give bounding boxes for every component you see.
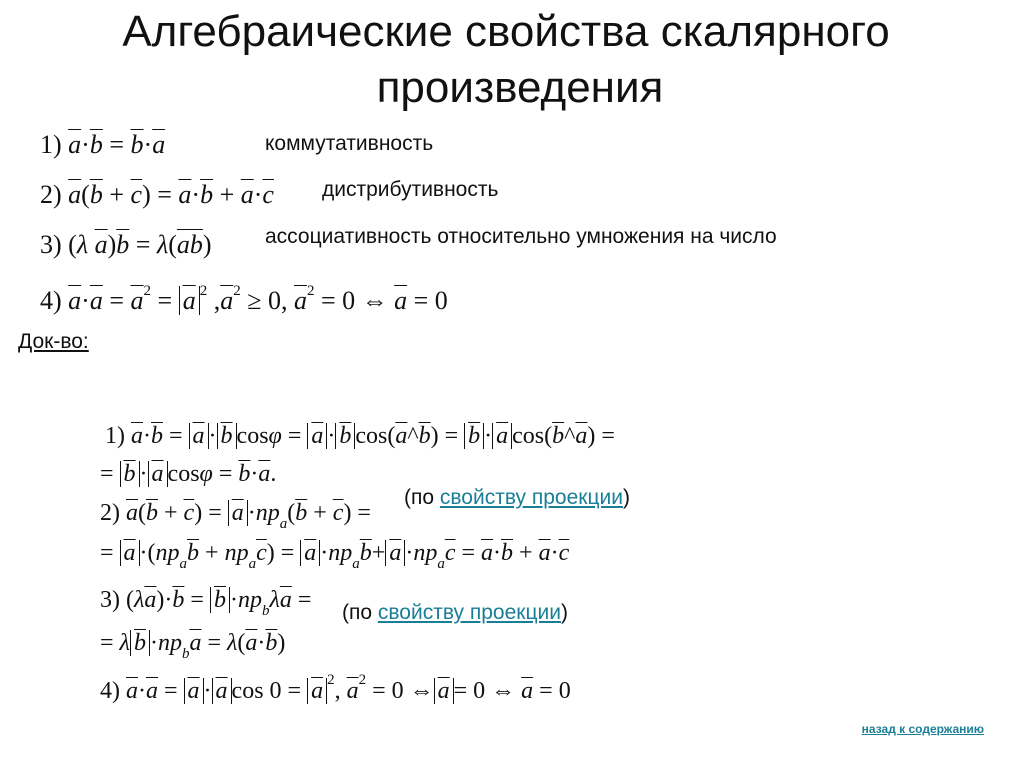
property-4-number: 4) [40, 286, 62, 315]
proof-2-note-suffix: ) [622, 486, 630, 509]
proof-2-note [404, 486, 630, 510]
page-title-line1: Алгебраические свойства скалярного [122, 7, 890, 56]
proof-3-line2: = λ $\overline{b} \cdot np_b\overline{a} = \lambda(\overline{a}\cdot\overline{b})$ [100, 630, 286, 662]
proof-3-number: 3) [100, 587, 120, 613]
proof-3-note-prefix: (по [342, 601, 378, 624]
property-3-formula: 3) (λ $\overline{a})\overline{b} = \lambda(\overline{ab})$ [40, 230, 212, 259]
proof-4-number: 4) [100, 678, 120, 704]
property-3-label: ассоциативность относительно умножения на число [265, 225, 777, 248]
property-3-number: 3) [40, 230, 62, 259]
proof-1-line2: = $\overline{b} \cdot \overline{a}$ $\cos\varphi = \overline{b}\cdot\overline{a}$. [100, 461, 277, 487]
property-projection-link-2[interactable]: свойству проекции [377, 601, 561, 624]
property-1-label: коммутативность [265, 132, 434, 155]
proof-2-line1: 2) $\overline{a}(\overline{b} + \overline{c}) = \overline{a} \cdot np_a(\overline{b} + \overline{c})$ = [100, 500, 371, 532]
property-1-number: 1) [40, 130, 62, 159]
proof-1-number: 1) [105, 423, 125, 449]
proof-2-note-prefix: (по [404, 486, 440, 509]
property-1-formula: 1) $\overline{a}\cdot\overline{b} = \overline{b}\cdot\overline{a}$ [40, 130, 166, 159]
proof-3-note-suffix: ) [560, 601, 568, 624]
proof-2-line2: = $\overline{a} \cdot(np_a\overline{b} + np_a\overline{c}) = \overline{a} \cdot np_a\overline{b}+ \overline{a} \cdot np_a\overline{c} = \overline{a}\cdot\overline{b} + \overline{a}\cdot\overline{c}$ [100, 540, 570, 572]
back-to-contents-link[interactable]: назад к содержанию [861, 722, 984, 736]
proof-2-number: 2) [100, 500, 120, 526]
proof-3-line1: 3) $(\lambda\overline{a})\cdot\overline{b} = \overline{b} \cdot np_b\lambda\overline{a}$ = [100, 587, 312, 619]
property-projection-link[interactable]: свойству проекции [439, 486, 623, 509]
proof-4-line1: 4) $\overline{a}\cdot\overline{a} = \overline{a} \cdot \overline{a}$ $\cos 0 = \overline{a}$ $^2$, $\overline{a}^2 = 0$ ⇔ $\overline{a} = 0$ ⇔ $\overline{a} = 0$ [100, 672, 571, 704]
property-2-formula: 2) $\overline{a}(\overline{b} + \overline{c}) = \overline{a}\cdot\overline{b} + \overline{a}\cdot\overline{c}$ [40, 180, 274, 209]
property-2-number: 2) [40, 180, 62, 209]
proof-3-note [342, 601, 568, 625]
property-2-label: дистрибутивность [322, 178, 499, 201]
page-title-line2: произведения [376, 63, 664, 112]
property-4-formula: 4) $\overline{a}\cdot\overline{a} = \overline{a}^2 = \overline{a}$ $^2$ $,\overline{a}^2 \ge 0$, $\overline{a}^2 = 0$ ⇔ $\overline{a} = 0$ [40, 283, 448, 315]
proof-heading: Док-во: [18, 330, 89, 353]
proof-1-line1: 1) $\overline{a}\cdot\overline{b} = \overline{a} \cdot \overline{b}$ $\cos\varphi = \overline{a} \cdot \overline{b}$ $\cos(\overline{a}\^{}\overline{b}) = \overline{b} \cdot \overline{a}$ $\cos(\overline{b}\^{}\overline{a})$ = [105, 423, 615, 449]
